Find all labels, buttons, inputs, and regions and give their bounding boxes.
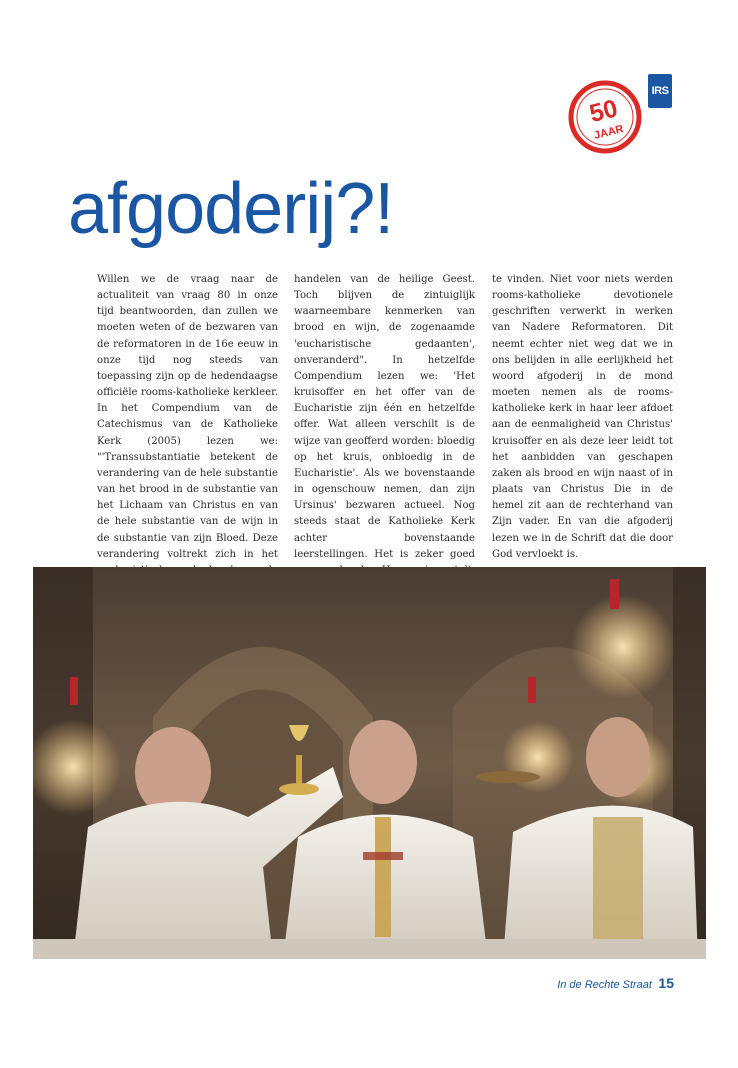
text-column-3: te vinden. Niet voor niets werden rooms-katholieke devotionele geschriften verwerkt in werken van Nadere Reformatoren. Dit neemt echter niet weg dat we in ons belijden in alle eerlijkheid het woord afgoderij in de mond moeten nemen als de rooms-katholieke kerk in haar leer afdoet aan de eenmaligheid van Christus' kruisoffer en als deze leer leidt tot het aanbidden van geschapen zaken als brood en wijn naast of in plaats van Christus Die in de hemel zit aan de rechterhand van Zijn vader. En van die afgoderij lezen we in de Schrift dat die door God vervloekt is. — [492, 274, 673, 560]
seal-number: 50 — [586, 94, 621, 129]
irs-logo: IRS — [648, 74, 672, 108]
seal-text: JAAR — [592, 123, 625, 142]
anniversary-seal — [568, 80, 642, 154]
logo — [568, 72, 676, 152]
article-photo — [33, 567, 706, 959]
text-column-2: handelen van de heilige Geest. Toch blijven de zintuiglijk waarneembare kenmerken van brood en wijn, de zogenaamde 'eucharistische gedaanten', onveranderd". In hetzelfde Compendium lezen we: 'Het kruisoffer en het offer van de Eucharistie zijn één en hetzelfde offer. Wat alleen verschilt is de wijze van geofferd worden: bloedig op het kruis, onbloedig in de Eucharistie'. Als we bovenstaande in ogenschouw nemen, dan zijn Ursinus' bezwaren actueel. Nog steeds staat de Katholieke Kerk achter bovenstaande leerstellingen. Het is zeker goed — [294, 274, 475, 560]
text-column-1: Willen we de vraag naar de actualiteit van vraag 80 in onze tijd beantwoorden, dan zullen we moeten weten of de bezwaren van de reformatoren in de 16e eeuw in onze tijd nog steeds van toepassing zijn op de hedendaagse officiële rooms-katholieke kerkleer. In het Compendium van de Catechismus van de Katholieke Kerk (2005) lezen we: "'Transsubstantiatie betekent de verandering van de hele substantie van het brood in de substantie van het Lichaam van Christus en van de hele substantie van de wijn in de substantie van zijn Bloed. Deze verandering voltrekt zich in het — [97, 274, 278, 560]
page-number: 15 — [658, 975, 674, 991]
page-footer — [557, 975, 674, 993]
priests-eucharist-image — [33, 567, 706, 959]
article-body — [97, 272, 675, 560]
article-title: afgoderij?! — [68, 169, 394, 249]
magazine-name: In de Rechte Straat — [557, 979, 652, 991]
